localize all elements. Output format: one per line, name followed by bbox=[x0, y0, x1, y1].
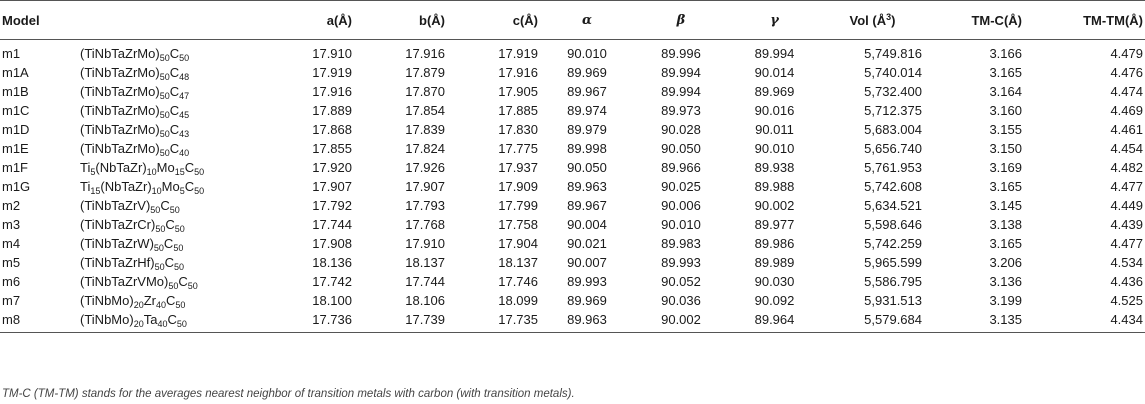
cell-model: m1G bbox=[2, 179, 31, 194]
cell-alpha: 89.979 bbox=[567, 122, 607, 137]
cell-comp bbox=[78, 215, 260, 234]
cell-b: 17.854 bbox=[405, 103, 445, 118]
cell-gamma: 89.977 bbox=[754, 217, 795, 232]
cell-tmc: 3.164 bbox=[989, 84, 1022, 99]
composition-text: (NbTaZr) bbox=[100, 179, 152, 194]
table-row bbox=[0, 234, 1145, 253]
cell-tmtm: 4.439 bbox=[1110, 217, 1143, 232]
cell-comp bbox=[78, 234, 260, 253]
cell-a: 17.742 bbox=[312, 274, 352, 289]
composition-text: (TiNbTaZrMo) bbox=[80, 46, 160, 61]
cell-tmtm: 4.534 bbox=[1110, 255, 1143, 270]
cell-b: 17.916 bbox=[405, 46, 445, 61]
cell-b: 17.768 bbox=[405, 217, 445, 232]
cell-b: 17.744 bbox=[405, 274, 445, 289]
composition-subscript: 50 bbox=[159, 72, 170, 82]
composition-text: C bbox=[169, 65, 180, 80]
table-row bbox=[0, 139, 1145, 158]
composition-subscript: 50 bbox=[159, 148, 170, 158]
cell-tmc: 3.150 bbox=[989, 141, 1022, 156]
cell-a: 17.910 bbox=[312, 46, 352, 61]
cell-beta: 89.996 bbox=[661, 46, 701, 61]
cell-gamma: 90.016 bbox=[754, 103, 795, 118]
cell-b: 17.907 bbox=[405, 179, 445, 194]
cell-tmtm: 4.469 bbox=[1110, 103, 1143, 118]
composition-subscript: 5 bbox=[179, 186, 185, 196]
cell-b: 17.739 bbox=[354, 310, 447, 333]
cell-tmc: 3.165 bbox=[989, 179, 1022, 194]
cell-beta: 89.966 bbox=[661, 160, 701, 175]
cell-gamma: 89.964 bbox=[728, 310, 821, 333]
cell-gamma: 90.010 bbox=[754, 141, 795, 156]
cell-model: m3 bbox=[2, 217, 21, 232]
composition-subscript: 50 bbox=[169, 205, 180, 215]
cell-vol: 5,712.375 bbox=[864, 103, 922, 118]
cell-gamma: 89.994 bbox=[754, 46, 795, 61]
composition-subscript: 5 bbox=[90, 167, 96, 177]
cell-gamma: 89.986 bbox=[754, 236, 795, 251]
cell-b: 17.793 bbox=[405, 198, 445, 213]
cell-comp bbox=[78, 158, 260, 177]
cell-a: 17.736 bbox=[260, 310, 354, 333]
table-row bbox=[0, 310, 1145, 333]
composition-text: (TiNbTaZrMo) bbox=[80, 84, 160, 99]
cell-beta: 90.028 bbox=[661, 122, 701, 137]
composition-text: C bbox=[169, 122, 180, 137]
cell-c: 17.799 bbox=[498, 198, 538, 213]
cell-tmtm: 4.449 bbox=[1110, 198, 1143, 213]
composition-text: (NbTaZr) bbox=[95, 160, 147, 175]
composition-text: (TiNbTaZrMo) bbox=[80, 65, 160, 80]
cell-model: m7 bbox=[2, 293, 21, 308]
cell-gamma: 90.002 bbox=[754, 198, 795, 213]
cell-gamma: 90.014 bbox=[754, 65, 795, 80]
composition-subscript: 50 bbox=[194, 167, 205, 177]
cell-tmtm: 4.476 bbox=[1110, 65, 1143, 80]
cell-comp bbox=[78, 253, 260, 272]
composition-subscript: 50 bbox=[176, 319, 187, 329]
cell-a: 17.744 bbox=[312, 217, 352, 232]
cell-vol: 5,965.599 bbox=[864, 255, 922, 270]
composition-text: (TiNbTaZrMo) bbox=[80, 141, 160, 156]
cell-a: 17.792 bbox=[312, 198, 352, 213]
composition-subscript: 50 bbox=[159, 53, 170, 63]
cell-model: m6 bbox=[2, 274, 21, 289]
header-beta: β bbox=[634, 1, 728, 40]
table-footnote: TM-C (TM-TM) stands for the averages nearest neighbor of transition metals with carbon (with transition metals). bbox=[2, 388, 575, 400]
cell-a: 17.868 bbox=[312, 122, 352, 137]
composition-text: C bbox=[169, 141, 180, 156]
cell-tmc: 3.169 bbox=[989, 160, 1022, 175]
cell-a: 17.855 bbox=[312, 141, 352, 156]
cell-b: 17.839 bbox=[405, 122, 445, 137]
composition-subscript: 20 bbox=[133, 300, 144, 310]
cell-tmtm: 4.461 bbox=[1110, 122, 1143, 137]
composition-text: (TiNbTaZrMo) bbox=[80, 103, 160, 118]
cell-comp bbox=[78, 82, 260, 101]
header-vol bbox=[821, 1, 924, 40]
cell-tmtm: 4.479 bbox=[1110, 46, 1143, 61]
cell-model: m2 bbox=[2, 198, 21, 213]
cell-tmc: 3.155 bbox=[989, 122, 1022, 137]
composition-text: Ti bbox=[80, 160, 91, 175]
cell-beta: 90.025 bbox=[661, 179, 701, 194]
cell-tmtm: 4.525 bbox=[1110, 293, 1143, 308]
composition-subscript: 50 bbox=[168, 281, 179, 291]
header-a: a(Å) bbox=[260, 1, 354, 40]
cell-tmc: 3.135 bbox=[924, 310, 1024, 333]
cell-alpha: 89.963 bbox=[567, 179, 607, 194]
header-vol-text: Vol (Å bbox=[849, 12, 887, 28]
header-vol-sup: 3 bbox=[886, 11, 892, 22]
header-model: Model bbox=[0, 1, 260, 40]
composition-subscript: 10 bbox=[146, 167, 157, 177]
table-row bbox=[0, 272, 1145, 291]
cell-model: m1B bbox=[2, 84, 29, 99]
cell-gamma: 89.938 bbox=[754, 160, 795, 175]
cell-model: m1A bbox=[2, 65, 29, 80]
cell-a: 17.920 bbox=[312, 160, 352, 175]
composition-text: C bbox=[167, 312, 177, 327]
cell-a: 18.100 bbox=[312, 293, 352, 308]
cell-c: 17.746 bbox=[498, 274, 538, 289]
cell-c: 17.905 bbox=[498, 84, 538, 99]
composition-text: C bbox=[169, 46, 180, 61]
cell-comp bbox=[78, 196, 260, 215]
cell-b: 18.106 bbox=[405, 293, 445, 308]
cell-vol: 5,749.816 bbox=[864, 46, 922, 61]
composition-text: C bbox=[169, 103, 180, 118]
table-row bbox=[0, 215, 1145, 234]
cell-beta: 90.002 bbox=[634, 310, 728, 333]
cell-tmtm: 4.482 bbox=[1110, 160, 1143, 175]
composition-text: (TiNbMo) bbox=[80, 312, 134, 327]
cell-alpha: 89.967 bbox=[567, 84, 607, 99]
cell-comp bbox=[78, 310, 260, 333]
cell-comp bbox=[78, 291, 260, 310]
cell-alpha: 89.967 bbox=[567, 198, 607, 213]
cell-c: 17.758 bbox=[498, 217, 538, 232]
composition-subscript: 50 bbox=[153, 243, 164, 253]
composition-subscript: 50 bbox=[155, 224, 166, 234]
composition-subscript: 10 bbox=[151, 186, 162, 196]
cell-alpha: 90.010 bbox=[567, 46, 607, 61]
cell-vol: 5,634.521 bbox=[864, 198, 922, 213]
composition-text: C bbox=[178, 274, 188, 289]
composition-text: Zr bbox=[143, 293, 156, 308]
cell-beta: 90.010 bbox=[661, 217, 701, 232]
cell-gamma: 89.989 bbox=[754, 255, 795, 270]
composition-text: Ti bbox=[80, 179, 91, 194]
cell-gamma: 90.030 bbox=[754, 274, 795, 289]
cell-a: 17.907 bbox=[312, 179, 352, 194]
cell-tmc: 3.145 bbox=[989, 198, 1022, 213]
cell-c: 17.937 bbox=[498, 160, 538, 175]
composition-text: (TiNbTaZrVMo) bbox=[80, 274, 169, 289]
cell-tmc: 3.166 bbox=[989, 46, 1022, 61]
cell-vol: 5,732.400 bbox=[864, 84, 922, 99]
composition-text: Mo bbox=[156, 160, 175, 175]
table-row bbox=[0, 101, 1145, 120]
cell-model: m1C bbox=[2, 103, 30, 118]
cell-comp bbox=[78, 177, 260, 196]
header-gamma: γ bbox=[728, 1, 821, 40]
composition-subscript: 50 bbox=[173, 243, 184, 253]
cell-tmtm: 4.477 bbox=[1110, 236, 1143, 251]
cell-model: m5 bbox=[2, 255, 21, 270]
cell-c: 17.904 bbox=[498, 236, 538, 251]
composition-subscript: 20 bbox=[133, 319, 144, 329]
cell-tmtm: 4.477 bbox=[1110, 179, 1143, 194]
header-c: c(Å) bbox=[447, 1, 540, 40]
composition-subscript: 15 bbox=[174, 167, 185, 177]
composition-subscript: 15 bbox=[90, 186, 101, 196]
table-row bbox=[0, 196, 1145, 215]
cell-vol: 5,761.953 bbox=[864, 160, 922, 175]
cell-a: 17.919 bbox=[312, 65, 352, 80]
cell-a: 17.916 bbox=[312, 84, 352, 99]
cell-gamma: 89.969 bbox=[754, 84, 795, 99]
cell-beta: 90.052 bbox=[661, 274, 701, 289]
table-row bbox=[0, 291, 1145, 310]
table-row bbox=[0, 40, 1145, 64]
cell-gamma: 90.092 bbox=[754, 293, 795, 308]
cell-tmc: 3.160 bbox=[989, 103, 1022, 118]
cell-comp bbox=[78, 272, 260, 291]
composition-text: (TiNbTaZrMo) bbox=[80, 122, 160, 137]
cell-tmc: 3.199 bbox=[989, 293, 1022, 308]
cell-comp bbox=[78, 120, 260, 139]
composition-text: C bbox=[184, 179, 195, 194]
cell-alpha: 90.021 bbox=[567, 236, 607, 251]
cell-b: 18.137 bbox=[405, 255, 445, 270]
composition-subscript: 50 bbox=[174, 262, 185, 272]
cell-tmtm: 4.474 bbox=[1110, 84, 1143, 99]
table-row bbox=[0, 253, 1145, 272]
header-tm-tm: TM-TM(Å) bbox=[1024, 1, 1145, 40]
cell-beta: 89.973 bbox=[661, 103, 701, 118]
cell-tmc: 3.165 bbox=[989, 65, 1022, 80]
cell-vol: 5,931.513 bbox=[864, 293, 922, 308]
cell-vol: 5,579.684 bbox=[821, 310, 924, 333]
composition-text: (TiNbTaZrCr) bbox=[80, 217, 156, 232]
header-alpha: α bbox=[540, 1, 634, 40]
table-row bbox=[0, 177, 1145, 196]
composition-subscript: 50 bbox=[187, 281, 198, 291]
composition-text: C bbox=[164, 255, 175, 270]
composition-subscript: 40 bbox=[179, 148, 190, 158]
cell-c: 17.735 bbox=[447, 310, 540, 333]
composition-subscript: 47 bbox=[179, 91, 190, 101]
cell-c: 18.099 bbox=[498, 293, 538, 308]
header-row bbox=[0, 1, 1145, 40]
cell-alpha: 90.007 bbox=[567, 255, 607, 270]
cell-model: m1 bbox=[2, 46, 21, 61]
cell-b: 17.879 bbox=[405, 65, 445, 80]
cell-vol: 5,598.646 bbox=[864, 217, 922, 232]
cell-c: 17.830 bbox=[498, 122, 538, 137]
cell-alpha: 90.004 bbox=[567, 217, 607, 232]
composition-subscript: 50 bbox=[175, 300, 186, 310]
cell-vol: 5,683.004 bbox=[864, 122, 922, 137]
cell-beta: 89.994 bbox=[661, 84, 701, 99]
composition-subscript: 50 bbox=[174, 224, 185, 234]
cell-a: 18.136 bbox=[312, 255, 352, 270]
cell-alpha: 90.050 bbox=[567, 160, 607, 175]
header-tm-c: TM-C(Å) bbox=[924, 1, 1024, 40]
cell-beta: 89.994 bbox=[661, 65, 701, 80]
table-row bbox=[0, 82, 1145, 101]
cell-beta: 90.050 bbox=[661, 141, 701, 156]
composition-text: C bbox=[169, 84, 180, 99]
cell-gamma: 90.011 bbox=[755, 122, 794, 137]
cell-alpha: 89.974 bbox=[567, 103, 607, 118]
composition-subscript: 40 bbox=[155, 300, 166, 310]
cell-b: 17.910 bbox=[405, 236, 445, 251]
cell-c: 17.909 bbox=[498, 179, 538, 194]
composition-subscript: 50 bbox=[150, 205, 161, 215]
cell-tmc: 3.206 bbox=[989, 255, 1022, 270]
cell-alpha: 89.993 bbox=[567, 274, 607, 289]
cell-vol: 5,742.259 bbox=[864, 236, 922, 251]
composition-subscript: 50 bbox=[159, 110, 170, 120]
composition-text: C bbox=[160, 198, 170, 213]
cell-tmtm: 4.436 bbox=[1110, 274, 1143, 289]
composition-subscript: 43 bbox=[179, 129, 190, 139]
cell-comp bbox=[78, 63, 260, 82]
cell-comp bbox=[78, 101, 260, 120]
composition-text: C bbox=[184, 160, 195, 175]
table-row bbox=[0, 158, 1145, 177]
cell-model: m1F bbox=[2, 160, 28, 175]
composition-subscript: 50 bbox=[179, 53, 190, 63]
composition-subscript: 50 bbox=[154, 262, 165, 272]
cell-a: 17.908 bbox=[312, 236, 352, 251]
cell-b: 17.824 bbox=[405, 141, 445, 156]
table-row bbox=[0, 120, 1145, 139]
cell-vol: 5,586.795 bbox=[864, 274, 922, 289]
cell-tmtm: 4.434 bbox=[1024, 310, 1145, 333]
composition-text: (TiNbTaZrW) bbox=[80, 236, 154, 251]
composition-text: Ta bbox=[143, 312, 158, 327]
composition-text: (TiNbTaZrHf) bbox=[80, 255, 155, 270]
composition-text: (TiNbMo) bbox=[80, 293, 134, 308]
cell-a: 17.889 bbox=[312, 103, 352, 118]
cell-alpha: 89.969 bbox=[567, 293, 607, 308]
cell-beta: 90.006 bbox=[661, 198, 701, 213]
composition-subscript: 40 bbox=[157, 319, 168, 329]
cell-vol: 5,656.740 bbox=[864, 141, 922, 156]
cell-b: 17.870 bbox=[405, 84, 445, 99]
table-body bbox=[0, 40, 1145, 333]
composition-text: C bbox=[166, 293, 176, 308]
cell-beta: 89.993 bbox=[661, 255, 701, 270]
cell-c: 17.885 bbox=[498, 103, 538, 118]
cell-c: 17.775 bbox=[498, 141, 538, 156]
header-vol-end: ) bbox=[891, 12, 896, 28]
cell-tmtm: 4.454 bbox=[1110, 141, 1143, 156]
cell-tmc: 3.165 bbox=[989, 236, 1022, 251]
composition-text: (TiNbTaZrV) bbox=[80, 198, 151, 213]
header-b: b(Å) bbox=[354, 1, 447, 40]
composition-subscript: 50 bbox=[159, 129, 170, 139]
cell-gamma: 89.988 bbox=[754, 179, 795, 194]
cell-c: 17.919 bbox=[498, 46, 538, 61]
cell-b: 17.926 bbox=[405, 160, 445, 175]
cell-comp bbox=[78, 139, 260, 158]
cell-beta: 90.036 bbox=[661, 293, 701, 308]
cell-c: 17.916 bbox=[498, 65, 538, 80]
cell-model: m1E bbox=[2, 141, 29, 156]
cell-alpha: 89.969 bbox=[567, 65, 607, 80]
composition-text: Mo bbox=[161, 179, 180, 194]
cell-vol: 5,742.608 bbox=[864, 179, 922, 194]
table-row bbox=[0, 63, 1145, 82]
cell-model: m1D bbox=[2, 122, 30, 137]
cell-c: 18.137 bbox=[498, 255, 538, 270]
cell-tmc: 3.136 bbox=[989, 274, 1022, 289]
composition-subscript: 50 bbox=[159, 91, 170, 101]
composition-subscript: 50 bbox=[194, 186, 205, 196]
composition-text: C bbox=[163, 236, 174, 251]
cell-alpha: 89.998 bbox=[567, 141, 607, 156]
composition-text: C bbox=[165, 217, 175, 232]
cell-model: m4 bbox=[2, 236, 21, 251]
cell-beta: 89.983 bbox=[661, 236, 701, 251]
composition-subscript: 45 bbox=[179, 110, 190, 120]
cell-vol: 5,740.014 bbox=[864, 65, 922, 80]
cell-model: m8 bbox=[0, 310, 78, 333]
cell-comp bbox=[78, 40, 260, 64]
composition-subscript: 48 bbox=[179, 72, 190, 82]
cell-tmc: 3.138 bbox=[989, 217, 1022, 232]
cell-alpha: 89.963 bbox=[540, 310, 634, 333]
